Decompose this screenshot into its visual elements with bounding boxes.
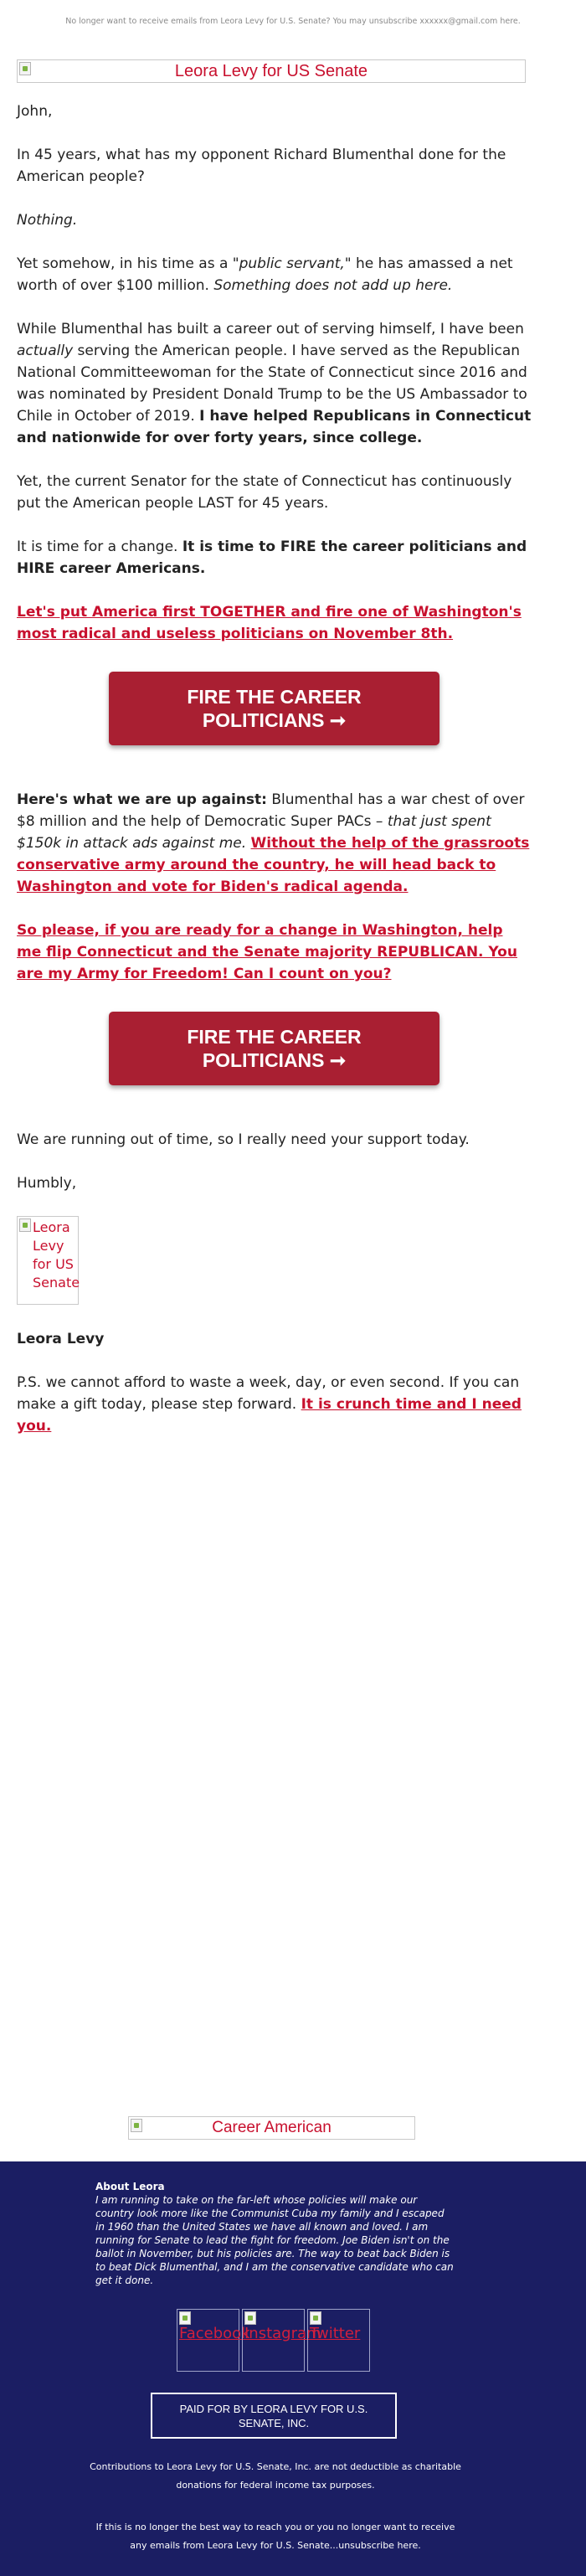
signature-alt-text: Leora Levy for US Senate [33, 1219, 80, 1291]
paragraph-up-against: Here's what we are up against: Blumenthal has a war chest of over $8 million and the help of Democratic Super PACs – that just spent $150k in attack ads against me. Without the help of the grassroots conservative army around the country, he will head back to Washington and vote for Biden's radical agenda. [17, 791, 530, 895]
about-section [95, 2180, 455, 2287]
email-body [17, 100, 532, 1459]
preheader-text[interactable]: No longer want to receive emails from Leora Levy for U.S. Senate? You may unsubscribe xxxxxx@gmail.com here. [65, 17, 521, 26]
facebook-icon: Facebook [179, 2325, 250, 2342]
broken-image-icon [179, 2311, 191, 2325]
broken-image-icon [131, 2119, 142, 2132]
twitter-link[interactable] [307, 2309, 370, 2372]
twitter-icon: Twitter [310, 2325, 361, 2342]
broken-image-icon [19, 62, 31, 75]
header-logo-alt-text: Leora Levy for US Senate [174, 61, 368, 80]
paragraph-experience: While Blumenthal has built a career out of serving himself, I have been actually serving the American people. I have served as the Republican National Committeewoman for the State of Connecticut since 2016 and was nominated by President Donald Trump to be the US Ambassador to Chile in October of 2019. I have helped Republicans in Connecticut and nationwide for over forty years, since college. [17, 321, 532, 446]
instagram-icon: Instagram [244, 2325, 321, 2342]
postscript: P.S. we cannot afford to waste a week, day, or even second. If you can make a gift today, please step forward. It is crunch time and I need you. [17, 1374, 522, 1435]
broken-image-icon [244, 2311, 256, 2325]
about-text: I am running to take on the far-left whose policies will make our country look more like the Communist Cuba my family and I escaped in 1960 than the United States we have all known and loved. I am running for Senate to lead the fight for freedom. Joe Biden isn't on the ballot in November, but his policies are. The way to beat back Biden is to beat Dick Blumenthal, and I am the conservative candidate who can get it done. [95, 2194, 454, 2286]
paragraph-last: Yet, the current Senator for the state of Connecticut has continuously put the American people LAST for 45 years. [17, 473, 512, 512]
greeting: John, [17, 103, 53, 120]
career-american-alt-text: Career American [212, 2119, 332, 2136]
count-on-you-paragraph [17, 920, 532, 985]
social-links [177, 2309, 370, 2372]
crunch-time-link[interactable]: It is crunch time and I need you. [17, 1396, 522, 1435]
header-logo-image[interactable] [17, 59, 526, 83]
broken-image-icon [310, 2311, 321, 2325]
signature-name: Leora Levy [17, 1331, 105, 1347]
unsubscribe-link[interactable]: If this is no longer the best way to reach you or you no longer want to receive any emails from Leora Levy for U.S. Senate...unsubscribe here. [95, 2522, 455, 2551]
signature-image [17, 1216, 79, 1305]
grassroots-link[interactable]: Without the help of the grassroots conservative army around the country, he will head back to Washington and vote for Biden's radical agenda. [17, 835, 530, 895]
facebook-link[interactable] [177, 2309, 250, 2372]
footer [0, 2161, 586, 2576]
broken-image-icon [19, 1218, 31, 1232]
paragraph-nothing: Nothing. [17, 212, 78, 229]
tax-disclaimer: Contributions to Leora Levy for U.S. Senate, Inc. are not deductible as charitable donations for federal income tax purposes. [90, 2461, 461, 2491]
fire-politicians-button-1[interactable]: FIRE THE CAREER POLITICIANS ➞ [109, 672, 440, 745]
career-american-image[interactable] [128, 2116, 415, 2140]
paid-for-disclaimer: PAID FOR BY LEORA LEVY FOR U.S. SENATE, INC. [151, 2393, 397, 2439]
closing: Humbly, [17, 1175, 77, 1192]
flip-connecticut-link[interactable]: So please, if you are ready for a change in Washington, help me flip Connecticut and the Senate majority REPUBLICAN. You are my Army for Freedom! Can I count on you? [17, 922, 517, 982]
paragraph-time-for-change: It is time for a change. It is time to FIRE the career politicians and HIRE career Americans. [17, 538, 527, 577]
paragraph-running-out: We are running out of time, so I really need your support today. [17, 1131, 470, 1148]
america-first-link-paragraph [17, 601, 532, 645]
fire-politicians-button-2[interactable]: FIRE THE CAREER POLITICIANS ➞ [109, 1012, 440, 1085]
paragraph-net-worth: Yet somehow, in his time as a "public servant," he has amassed a net worth of over $100 million. Something does not add up here. [17, 255, 513, 294]
america-first-link[interactable]: Let's put America first TOGETHER and fire one of Washington's most radical and useless politicians on November 8th. [17, 604, 522, 642]
about-title: About Leora [95, 2181, 165, 2192]
instagram-link[interactable] [242, 2309, 321, 2372]
paragraph-opponent-question: In 45 years, what has my opponent Richard Blumenthal done for the American people? [17, 147, 506, 185]
